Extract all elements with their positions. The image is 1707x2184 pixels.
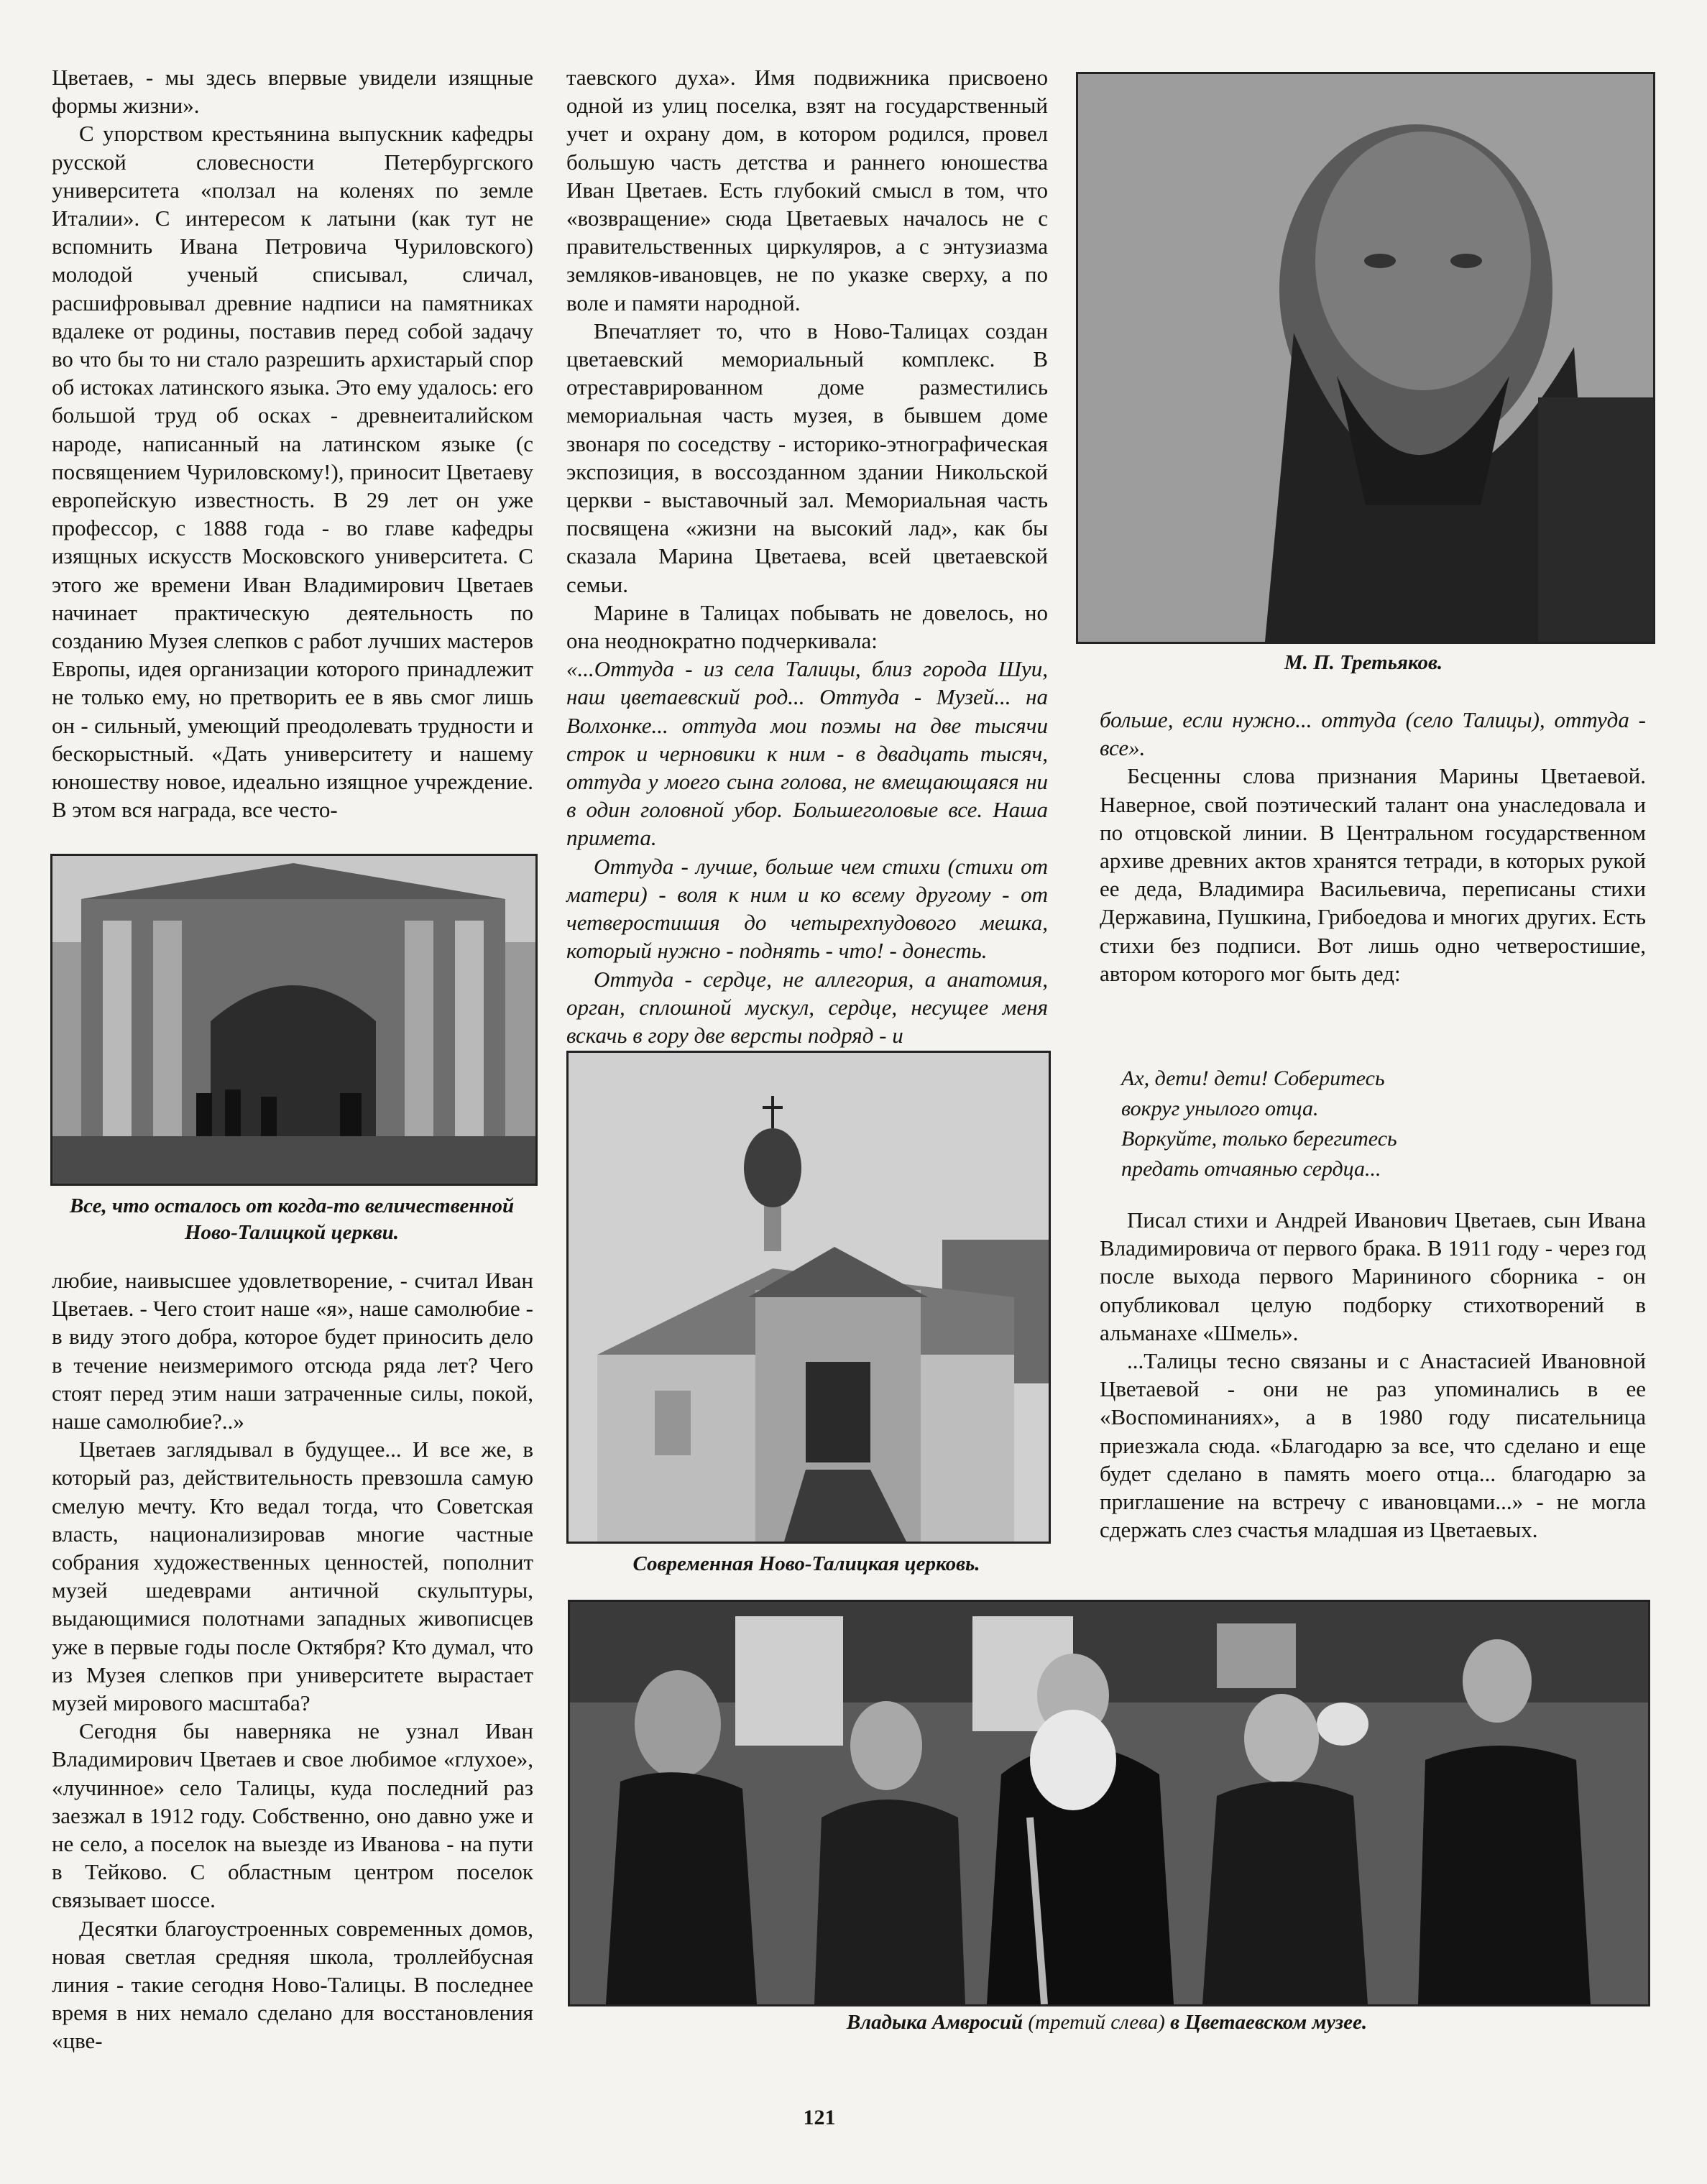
caption-group-photo: Владыка Амвросий (третий слева) в Цветаевском музее. — [846, 2011, 1368, 2034]
poem-line: вокруг унылого отца. — [1121, 1097, 1319, 1120]
paragraph: Впечатляет то, что в Ново-Талицах создан цветаевский мемориальный комплекс. В отреставрированном доме разместились мемориальная часть музея, в бывшем доме звонаря по соседству - историко-этнографическая экспозиция, в воссозданном здании Никольской церкви - выставочный зал. Мемориальная часть посвящена «жизни на высокий лад», как бы сказала Марина Цветаева, всей цветаевской семьи. — [566, 318, 1048, 597]
paragraph: Десятки благоустроенных современных домов, новая светлая средняя школа, троллейбусная линия - такие сегодня Ново-Талицы. В последнее время в них немало сделано для восстановления «цве- — [52, 1915, 533, 2054]
paragraph: С упорством крестьянина выпускник кафедры русской словесности Петербургского университета «ползал на коленях по земле Италии». С интересом к латыни (как тут не вспомнить Ивана Петровича Чуриловского) молодой ученый списывал, сличал, расшифровывал древние надписи на памятниках вдалеке от родины, поставив перед собой задачу во что бы то ни стало разрешить архистарый спор об истоках латинского языка. Это ему удалось: его большой труд об осках - древнеиталийском народе, написанный на латинском языке (с посвящением Чуриловскому!), приносит Цветаеву европейскую известность. В 29 лет он уже профессор, с 1888 года - во главе кафедры изящных искусств Московского университета. С этого же времени Иван Владимирович Цветаев начинает практическую деятельность по созданию Музея слепков с работ лучших мастеров Европы, идея организации которого принадлежит не только ему, но претворить ее в явь смог лишь он - сильный, умеющий преодолевать трудности и бескорыстный. «Дать университету и нашему юношеству новое, идеально изящное учреждение. В этом вся награда, все често- — [52, 121, 533, 823]
caption-modern-church: Современная Ново-Талицкая церковь. — [632, 1552, 980, 1575]
portrait-photo — [1076, 72, 1655, 644]
column-2 — [566, 63, 1048, 1048]
paragraph: Писал стихи и Андрей Иванович Цветаев, сын Ивана Владимировича от первого брака. В 1911 году - через год после выхода первого Марининого сборника - он опубликовал целую подборку стихотворений в альманахе «Шмель». — [1100, 1207, 1646, 1345]
poem-line: Воркуйте, только берегитесь — [1121, 1127, 1397, 1151]
caption-portrait: М. П. Третьяков. — [1284, 651, 1443, 674]
paragraph: Цветаев, - мы здесь впервые увидели изящные формы жизни». — [52, 65, 533, 119]
ruined-church-photo — [50, 854, 538, 1186]
paragraph: Марине в Талицах побывать не довелось, но она неоднократно подчеркивала: — [566, 599, 1048, 654]
paragraph: Бесценны слова признания Марины Цветаевой. Наверное, свой поэтический талант она унаследовала и по отцовской линии. В Центральном государственном архиве древних актов хранятся тетради, в которых рукой ее деда, Владимира Васильевича, переписаны стихи Державина, Пушкина, Грибоедова и многих других. Есть стихи без подписи. Вот лишь одно четверостишие, автором которого мог быть дед: — [1100, 763, 1646, 986]
column-1-top — [52, 63, 533, 839]
column-1-bottom — [52, 1266, 533, 2071]
paragraph: Сегодня бы наверняка не узнал Иван Владимирович Цветаев и свое любимое «глухое», «лучинное» село Талицы, куда последний раз заезжал в 1912 году. Собственно, оно давно уже и не село, а поселок на выезде из Иванова - на пути в Тейково. С областным центром поселок связывает шоссе. — [52, 1718, 533, 1913]
group-photo — [568, 1600, 1650, 2006]
paragraph: Оттуда - сердце, не аллегория, а анатомия, орган, сплошной мускул, сердце, несущее меня вскачь в гору две версты подряд - и — [566, 966, 1048, 1048]
poem-quatrain — [1121, 1064, 1624, 1184]
paragraph: таевского духа». Имя подвижника присвоено одной из улиц поселка, взят на государственный учет и охрану дом, в котором родился, провел большую часть детства и раннего юношества Иван Цветаев. Есть глубокий смысл в том, что «возвращение» сюда Цветаевых началось не с правительственных циркуляров, а с энтузиазма земляков-ивановцев, не по указке сверху, а по воле и памяти народной. — [566, 65, 1048, 315]
paragraph: «...Оттуда - из села Талицы, близ города Шуи, наш цветаевский род... Оттуда - Музей... на Волхонке... оттуда мои поэмы на две тысячи строк и черновики к ним - в двадцать тысяч, оттуда у моего сына голова, не вмещающаяся ни в один головной убор. Большеголовые все. Наша примета. — [566, 656, 1048, 851]
paragraph: любие, наивысшее удовлетворение, - считал Иван Цветаев. - Чего стоит наше «я», наше самолюбие - в виду этого добра, которое будет приносить дело в течение неизмеримого отсюда ряда лет? Чего стоят перед этим наши затраченные силы, покой, наше самолюбие?..» — [52, 1268, 533, 1434]
paragraph: ...Талицы тесно связаны и с Анастасией Ивановной Цветаевой - они не раз упоминались в ее «Воспоминаниях», а в 1980 году писательница приезжала сюда. «Благодарю за все, что сделано и еще будет сделано в память моего отца... благодарю за приглашение на встречу с ивановцами...» - не могла сдержать слез счастья младшая из Цветаевых. — [1100, 1348, 1646, 1543]
column-3-bottom — [1100, 1206, 1646, 1594]
poem-line: Ах, дети! дети! Соберитесь — [1121, 1066, 1385, 1090]
column-3-top — [1100, 706, 1646, 1043]
caption-ruined-church: Все, что осталось от когда-то величественной Ново-Талицкой церкви. — [69, 1194, 515, 1244]
paragraph: Цветаев заглядывал в будущее... И все же, в который раз, действительность превзошла самую смелую мечту. Кто ведал тогда, что Советская власть, национализировав многие частные собрания художественных ценностей, пополнит музей шедеврами античной скульптуры, выдающимися полотнами западных живописцев уже в первые годы после Октября? Кто думал, что из Музея слепков при университете вырастает музей мирового масштаба? — [52, 1437, 533, 1716]
modern-church-photo — [566, 1051, 1051, 1544]
paragraph: больше, если нужно... оттуда (село Талицы), оттуда - все». — [1100, 707, 1646, 761]
poem-line: предать отчаянью сердца... — [1121, 1157, 1381, 1181]
paragraph: Оттуда - лучше, больше чем стихи (стихи от матери) - воля к ним и ко всему другому - от четверостишия до четырехпудового мешка, который нужно - поднять - что! - донесть. — [566, 853, 1048, 964]
page-number: 121 — [803, 2106, 836, 2129]
